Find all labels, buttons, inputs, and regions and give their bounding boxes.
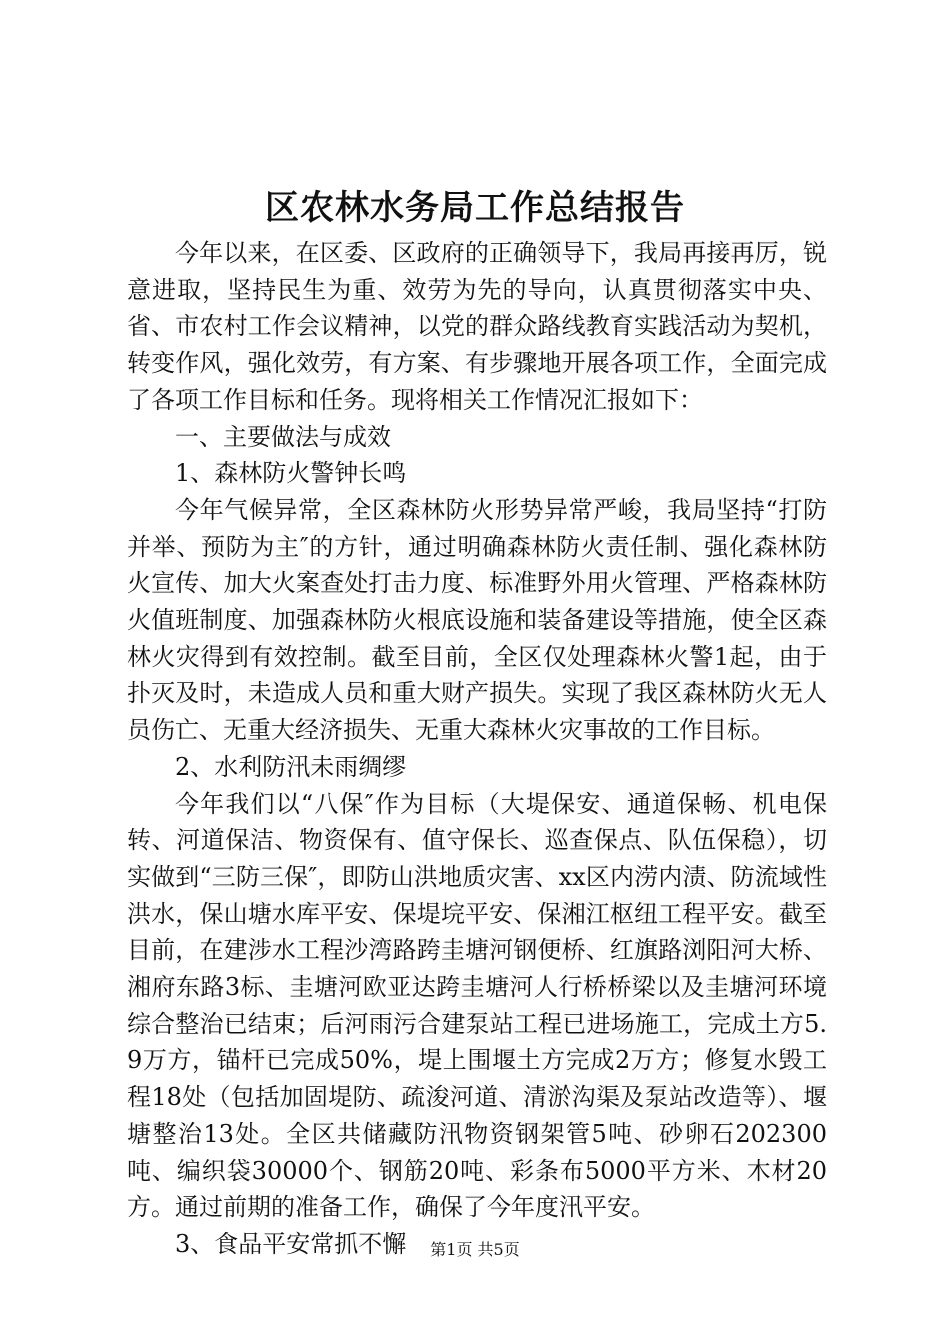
document-title: 区农林水务局工作总结报告 bbox=[265, 188, 685, 228]
flood-control-paragraph: 今年我们以“八保″作为目标（大堤保安、通道保畅、机电保转、河道保洁、物资保有、值守保长、巡查保点、队伍保稳），切实做到“三防三保″，即防山洪地质灾害、xx区内涝内渍、防流域性洪水，保山塘水库平安、保堤垸平安、保湘江枢纽工程平安。截至目前，在建涉水工程沙湾路跨圭塘河钢便桥、红旗路浏阳河大桥、湘府东路3标、圭塘河欧亚达跨圭塘河人行桥桥梁以及圭塘河环境综合整治已结束；后河雨污合建泵站工程已进场施工，完成土方5.9万方，锚杆已完成50%，堤上围堰土方完成2万方；修复水毁工程18处（包括加固堤防、疏浚河道、清淤沟渠及泵站改造等）、堰塘整治13处。全区共储藏防汛物资钢架管5吨、砂卵石202300吨、编织袋30000个、钢筋20吨、彩条布5000平方米、木材20方。通过前期的准备工作，确保了今年度汛平安。 bbox=[127, 789, 827, 1222]
page-footer: 第1页 共5页 bbox=[430, 1240, 520, 1259]
subsection-heading-2: 2、水利防汛未雨绸缪 bbox=[175, 752, 407, 781]
document-body bbox=[127, 235, 827, 1263]
subsection-heading-1: 1、森林防火警钟长鸣 bbox=[175, 459, 407, 488]
section-heading: 一、主要做法与成效 bbox=[175, 422, 391, 451]
subsection-heading-3: 3、食品平安常抓不懈 bbox=[175, 1229, 407, 1258]
forest-fire-paragraph: 今年气候异常，全区森林防火形势异常严峻，我局坚持“打防并举、预防为主″的方针，通过明确森林防火责任制、强化森林防火宣传、加大火案查处打击力度、标准野外用火管理、严格森林防火值班制度、加强森林防火根底设施和装备建设等措施，使全区森林火灾得到有效控制。截至目前，全区仅处理森林火警1起，由于扑灭及时，未造成人员和重大财产损失。实现了我区森林防火无人员伤亡、无重大经济损失、无重大森林火灾事故的工作目标。 bbox=[127, 495, 827, 745]
intro-paragraph: 今年以来，在区委、区政府的正确领导下，我局再接再厉，锐意进取，坚持民生为重、效劳为先的导向，认真贯彻落实中央、省、市农村工作会议精神，以党的群众路线教育实践活动为契机，转变作风，强化效劳，有方案、有步骤地开展各项工作，全面完成了各项工作目标和任务。现将相关工作情况汇报如下： bbox=[127, 239, 827, 414]
